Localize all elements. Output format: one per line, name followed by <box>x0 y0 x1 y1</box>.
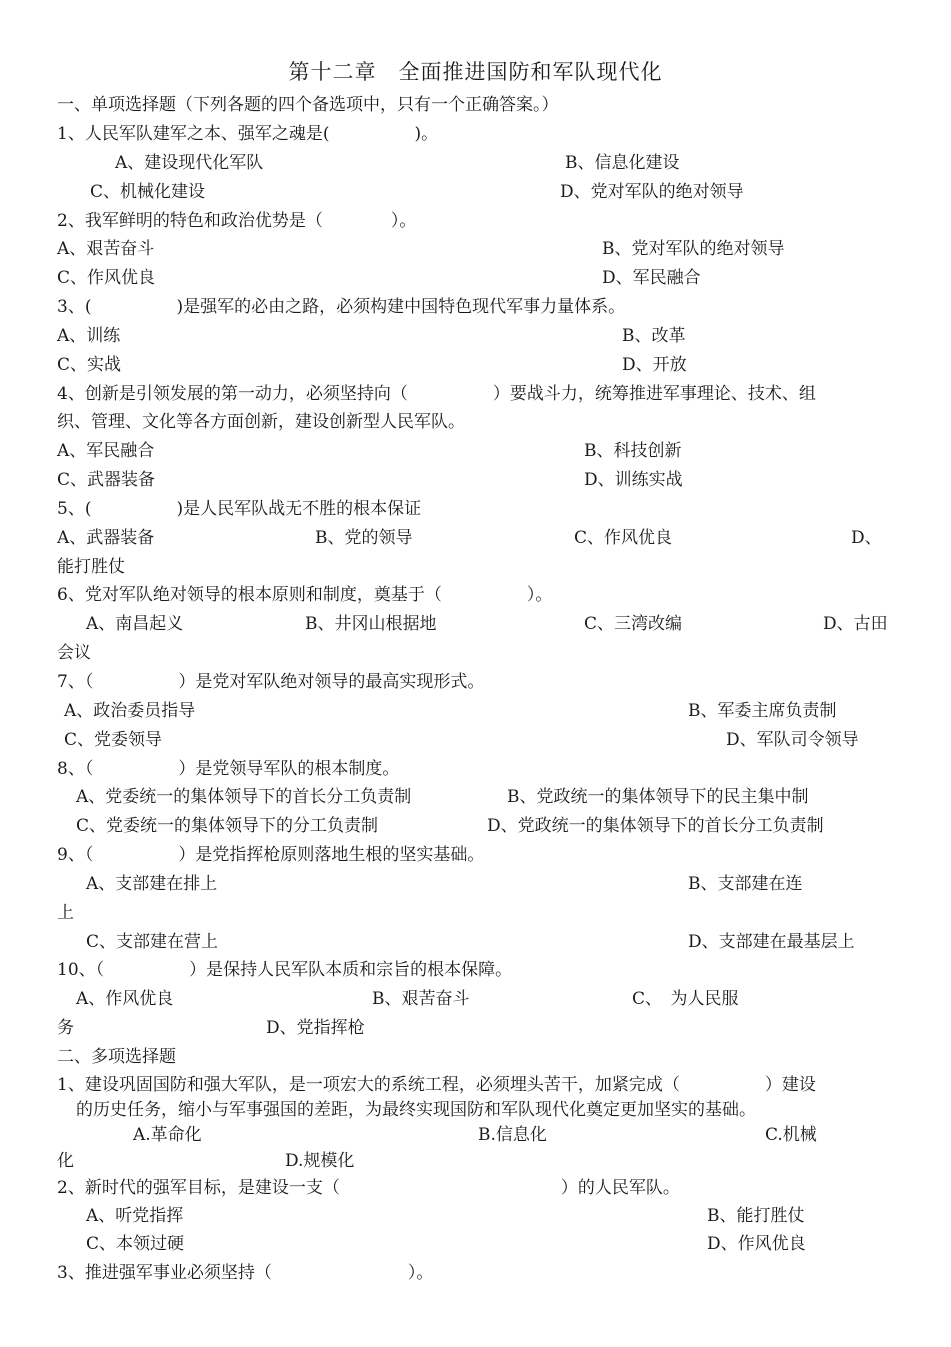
option-b-continued: 上 <box>57 903 74 923</box>
question-stem: 3、推进强军事业必须坚持（ ）。 <box>57 1263 434 1283</box>
option-b: B.信息化 <box>478 1125 547 1145</box>
option-a: A、政治委员指导 <box>64 701 196 721</box>
option-a: A、军民融合 <box>57 441 155 461</box>
option-d-text: 会议 <box>57 643 91 663</box>
question-stem-line1: 4、创新是引领发展的第一动力，必须坚持向（ ）要战斗力，统筹推进军事理论、技术、组 <box>57 384 816 404</box>
option-d: D、党对军队的绝对领导 <box>560 182 744 202</box>
option-d-text: 能打胜仗 <box>57 557 125 577</box>
question-stem: 2、新时代的强军目标，是建设一支（ ）的人民军队。 <box>57 1178 680 1198</box>
question-stem: 6、党对军队绝对领导的根本原则和制度，奠基于（ ）。 <box>57 585 553 605</box>
option-a: A.革命化 <box>133 1125 202 1145</box>
option-a: A、听党指挥 <box>86 1206 184 1226</box>
question-stem: 9、（ ）是党指挥枪原则落地生根的坚实基础。 <box>57 845 485 865</box>
option-c-text: C.机械 <box>765 1125 817 1145</box>
option-d: D.规模化 <box>285 1151 355 1171</box>
option-a: A、作风优良 <box>76 989 174 1009</box>
option-a: A、支部建在排上 <box>86 874 218 894</box>
option-a: A、党委统一的集体领导下的首长分工负责制 <box>76 787 412 807</box>
option-a: A、武器装备 <box>57 528 155 548</box>
option-c: C、三湾改编 <box>584 614 683 634</box>
option-b: B、军委主席负责制 <box>688 701 837 721</box>
option-d: D、支部建在最基层上 <box>688 932 855 952</box>
option-d: D、作风优良 <box>707 1234 806 1254</box>
option-c-text: C、 为人民服 <box>632 989 739 1009</box>
question-stem-line2: 织、管理、文化等各方面创新，建设创新型人民军队。 <box>57 412 465 432</box>
option-a: A、艰苦奋斗 <box>57 239 155 259</box>
option-d-prefix: D、 <box>851 528 882 548</box>
option-b: B、改革 <box>622 326 686 346</box>
option-b: B、信息化建设 <box>565 153 680 173</box>
question-stem: 3、( )是强军的必由之路，必须构建中国特色现代军事力量体系。 <box>57 297 626 317</box>
option-d: D、训练实战 <box>584 470 683 490</box>
question-stem-line1: 1、建设巩固国防和强大军队，是一项宏大的系统工程，必须埋头苦干，加紧完成（ ）建设 <box>57 1075 816 1095</box>
question-stem-line2: 的历史任务，缩小与军事强国的差距，为最终实现国防和军队现代化奠定更加坚实的基础。 <box>76 1100 756 1120</box>
chapter-title: 第十二章 全面推进国防和军队现代化 <box>288 60 663 84</box>
option-c-continued: 化 <box>57 1151 74 1171</box>
option-d: D、开放 <box>622 355 687 375</box>
question-stem: 10、（ ）是保持人民军队本质和宗旨的根本保障。 <box>57 960 513 980</box>
option-b: B、党对军队的绝对领导 <box>602 239 785 259</box>
question-stem: 1、人民军队建军之本、强军之魂是( )。 <box>57 124 439 144</box>
option-c: C、党委统一的集体领导下的分工负责制 <box>76 816 379 836</box>
option-c: C、实战 <box>57 355 122 375</box>
option-c: C、支部建在营上 <box>86 932 219 952</box>
option-c-continued: 务 <box>57 1018 74 1038</box>
option-d: D、军民融合 <box>602 268 701 288</box>
option-b: B、科技创新 <box>584 441 682 461</box>
option-d: D、军队司令领导 <box>726 730 859 750</box>
option-c: C、机械化建设 <box>90 182 206 202</box>
option-a: A、南昌起义 <box>86 614 184 634</box>
option-d: D、党指挥枪 <box>266 1018 365 1038</box>
option-c: C、武器装备 <box>57 470 156 490</box>
question-stem: 2、我军鲜明的特色和政治优势是（ ）。 <box>57 211 417 231</box>
option-d-prefix: D、古田 <box>823 614 888 634</box>
option-b: B、党的领导 <box>315 528 413 548</box>
question-stem: 7、（ ）是党对军队绝对领导的最高实现形式。 <box>57 672 485 692</box>
option-c: C、作风优良 <box>574 528 673 548</box>
section-heading-single-choice: 一、单项选择题（下列各题的四个备选项中，只有一个正确答案。） <box>57 95 559 115</box>
section-heading-multiple-choice: 二、多项选择题 <box>57 1047 176 1067</box>
question-stem: 5、( )是人民军队战无不胜的根本保证 <box>57 499 422 519</box>
option-b-text: B、支部建在连 <box>688 874 803 894</box>
question-stem: 8、（ ）是党领导军队的根本制度。 <box>57 759 400 779</box>
option-c: C、党委领导 <box>64 730 163 750</box>
option-b: B、井冈山根据地 <box>305 614 437 634</box>
option-b: B、党政统一的集体领导下的民主集中制 <box>507 787 809 807</box>
option-b: B、能打胜仗 <box>707 1206 805 1226</box>
option-d: D、党政统一的集体领导下的首长分工负责制 <box>487 816 824 836</box>
option-c: C、本领过硬 <box>86 1234 185 1254</box>
option-a: A、训练 <box>57 326 121 346</box>
option-c: C、作风优良 <box>57 268 156 288</box>
option-a: A、建设现代化军队 <box>115 153 264 173</box>
option-b: B、艰苦奋斗 <box>372 989 470 1009</box>
